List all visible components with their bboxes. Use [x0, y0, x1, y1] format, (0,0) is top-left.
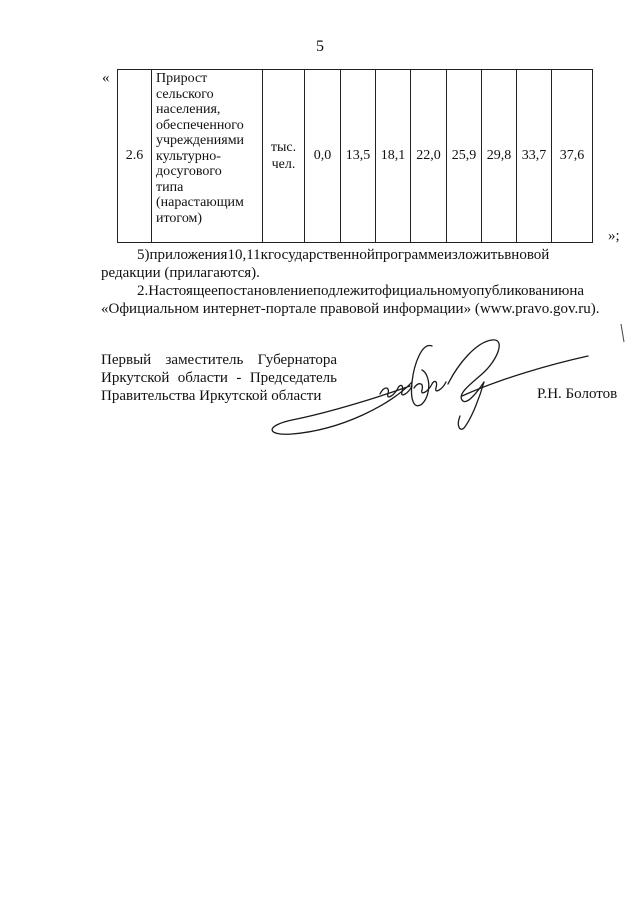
indicator-name-line: населения, [156, 102, 221, 117]
value-cell: 0,0 [305, 70, 341, 243]
value-cell: 13,5 [341, 70, 376, 243]
indicator-name-line: учреждениями [156, 133, 245, 148]
title-line: Правительства Иркутской области [101, 388, 322, 404]
word: Губернатора [257, 352, 337, 368]
word: изложить [443, 247, 505, 263]
paragraph-line: редакции (прилагаются). [101, 264, 260, 281]
word: опубликованию [468, 283, 570, 299]
word: на [569, 283, 585, 299]
paragraph-line [101, 283, 619, 301]
word: программе [374, 247, 444, 263]
word: официальному [374, 283, 469, 299]
word: 5) [137, 247, 150, 263]
indicator-name-line: культурно- [156, 148, 221, 164]
paragraph-line: «Официальном интернет-портале правовой информации» (www.pravo.gov.ru). [101, 300, 600, 317]
table-row [118, 70, 593, 243]
indicator-name-line: (нарастающим [156, 195, 244, 210]
word: подлежит [312, 283, 375, 299]
word: Иркутской [101, 370, 170, 386]
word: государственной [267, 247, 375, 263]
unit-line: тыс. [270, 140, 297, 155]
paragraph-item-2 [101, 283, 619, 318]
indicator-name-line: сельского [156, 86, 214, 102]
indicator-name-line: итогом) [156, 210, 203, 226]
value-cell: 29,8 [482, 70, 517, 243]
word: 2. [137, 283, 149, 299]
word: области [177, 370, 228, 386]
indicator-name-line: Прирост [156, 71, 208, 86]
word: Настоящее [148, 283, 218, 299]
word: новой [511, 247, 550, 263]
indicator-name-line: досугового [156, 164, 222, 179]
word: 11 [246, 247, 261, 263]
word: 10, [227, 247, 247, 263]
unit-line: чел. [271, 157, 296, 172]
paragraph-item-5 [101, 247, 619, 282]
indicator-name-line: обеспеченного [156, 117, 244, 133]
value-cell: 25,9 [447, 70, 482, 243]
value-cell: 33,7 [517, 70, 552, 243]
word: в [504, 247, 512, 263]
signer-name: Р.Н. Болотов [537, 386, 618, 402]
value-cell: 18,1 [376, 70, 411, 243]
word: Первый [101, 352, 152, 368]
word: - [236, 370, 242, 386]
value-cell: 37,6 [552, 70, 593, 243]
indicator-name-line: типа [156, 179, 184, 195]
margin-mark [619, 322, 627, 346]
indicator-unit [263, 70, 305, 243]
word: к [260, 247, 268, 263]
indicator-name [152, 70, 263, 243]
table-close-quote: »; [608, 228, 620, 244]
word: Председатель [249, 370, 337, 386]
word: приложения [149, 247, 228, 263]
page-number: 5 [316, 38, 324, 55]
word: заместитель [165, 352, 244, 368]
row-number: 2.6 [118, 70, 152, 243]
paragraph-line [101, 247, 619, 265]
indicators-table [117, 69, 593, 243]
value-cell: 22,0 [411, 70, 447, 243]
table-open-quote: « [102, 70, 110, 86]
word: постановление [217, 283, 313, 299]
